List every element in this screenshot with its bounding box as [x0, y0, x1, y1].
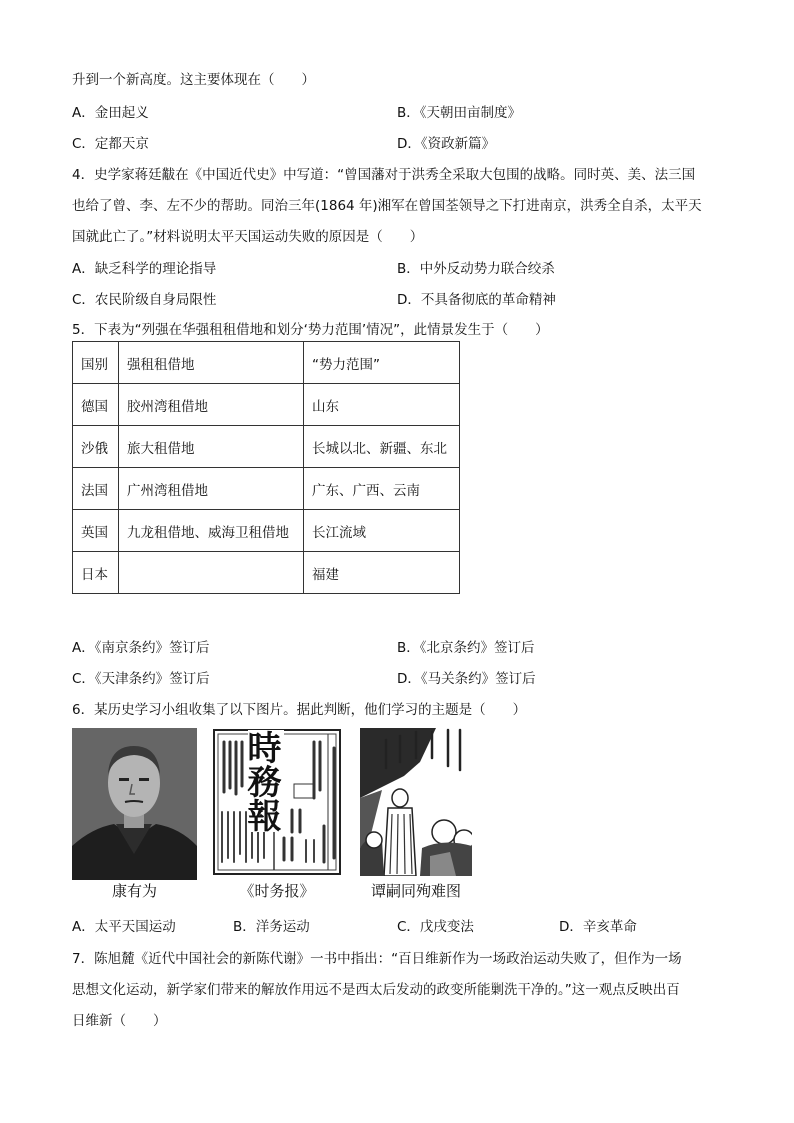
- q7-stem-line2: 思想文化运动，新学家们带来的解放作用远不是西太后发动的政变所能剿洗干净的。”这一观点反映出百: [72, 982, 680, 998]
- table-cell: 法国: [73, 468, 119, 510]
- table-cell: 日本: [73, 552, 119, 594]
- q7-stem-line3: 日维新（ ）: [72, 1013, 167, 1029]
- tan-sitong-martyrdom-image: [360, 728, 472, 876]
- table-row: [73, 552, 460, 594]
- table-cell: 广州湾租借地: [119, 468, 304, 510]
- newspaper-title-text: 時務報: [248, 730, 284, 832]
- q6-option-c[interactable]: C．戊戌变法: [397, 919, 474, 935]
- image-caption-kang-youwei: 康有为: [111, 882, 157, 900]
- image-caption-shiwubao: 《时务报》: [239, 882, 315, 900]
- q4-stem-line3: 国就此亡了。”材料说明太平天国运动失败的原因是（ ）: [72, 229, 424, 245]
- table-cell: 沙俄: [73, 426, 119, 468]
- q4-option-d[interactable]: D．不具备彻底的革命精神: [397, 292, 556, 308]
- image-caption-tan-sitong: 谭嗣同殉难图: [370, 882, 461, 900]
- table-cell: 广东、广西、云南: [304, 468, 460, 510]
- q3-option-d[interactable]: D．《资政新篇》: [397, 136, 496, 152]
- kang-youwei-portrait: [72, 728, 197, 880]
- table-header: 国别: [73, 342, 119, 384]
- table-cell: 福建: [304, 552, 460, 594]
- q5-option-d[interactable]: D．《马关条约》签订后: [397, 671, 536, 687]
- table-header: 强租租借地: [119, 342, 304, 384]
- q7-stem-line1: 7．陈旭麓《近代中国社会的新陈代谢》一书中指出：“百日维新作为一场政治运动失败了，但作为一场: [72, 951, 682, 967]
- q6-option-a[interactable]: A．太平天国运动: [72, 919, 176, 935]
- q5-stem: 5．下表为“列强在华强租租借地和划分‘势力范围’情况”，此情景发生于（ ）: [72, 322, 549, 338]
- q6-stem: 6．某历史学习小组收集了以下图片。据此判断，他们学习的主题是（ ）: [72, 702, 527, 718]
- q4-stem-line2: 也给了曾、李、左不少的帮助。同治三年(1864 年)湘军在曾国荃领导之下打进南京，洪秀全自杀，太平天: [72, 198, 702, 214]
- q6-option-b[interactable]: B．洋务运动: [233, 919, 310, 935]
- q5-option-c[interactable]: C．《天津条约》签订后: [72, 671, 210, 687]
- table-cell: 长江流域: [304, 510, 460, 552]
- q6-option-d[interactable]: D．辛亥革命: [559, 919, 637, 935]
- q4-option-b[interactable]: B．中外反动势力联合绞杀: [397, 261, 555, 277]
- table-cell: 英国: [73, 510, 119, 552]
- q3-option-b[interactable]: B．《天朝田亩制度》: [397, 105, 522, 121]
- concessions-table: [72, 341, 460, 594]
- table-row: [73, 384, 460, 426]
- table-cell: 德国: [73, 384, 119, 426]
- table-row: [73, 426, 460, 468]
- q4-option-a[interactable]: A．缺乏科学的理论指导: [72, 261, 217, 277]
- table-header: “势力范围”: [304, 342, 460, 384]
- table-cell: [119, 552, 304, 594]
- table-cell: 旅大租借地: [119, 426, 304, 468]
- table-cell: 长城以北、新疆、东北: [304, 426, 460, 468]
- q3-option-c[interactable]: C．定都天京: [72, 136, 149, 152]
- table-row: [73, 510, 460, 552]
- q4-option-c[interactable]: C．农民阶级自身局限性: [72, 292, 217, 308]
- table-row: [73, 468, 460, 510]
- table-header-row: [73, 342, 460, 384]
- q5-option-b[interactable]: B．《北京条约》签订后: [397, 640, 535, 656]
- q3-stem-tail: 升到一个新高度。这主要体现在（ ）: [72, 72, 315, 88]
- table-cell: 九龙租借地、威海卫租借地: [119, 510, 304, 552]
- q4-stem-line1: 4．史学家蒋廷黻在《中国近代史》中写道：“曾国藩对于洪秀全采取大包围的战略。同时英、美、法三国: [72, 167, 696, 183]
- table-cell: 山东: [304, 384, 460, 426]
- table-cell: 胶州湾租借地: [119, 384, 304, 426]
- q5-option-a[interactable]: A．《南京条约》签订后: [72, 640, 210, 656]
- q3-option-a[interactable]: A．金田起义: [72, 105, 149, 121]
- shiwubao-newspaper-image: [212, 728, 342, 876]
